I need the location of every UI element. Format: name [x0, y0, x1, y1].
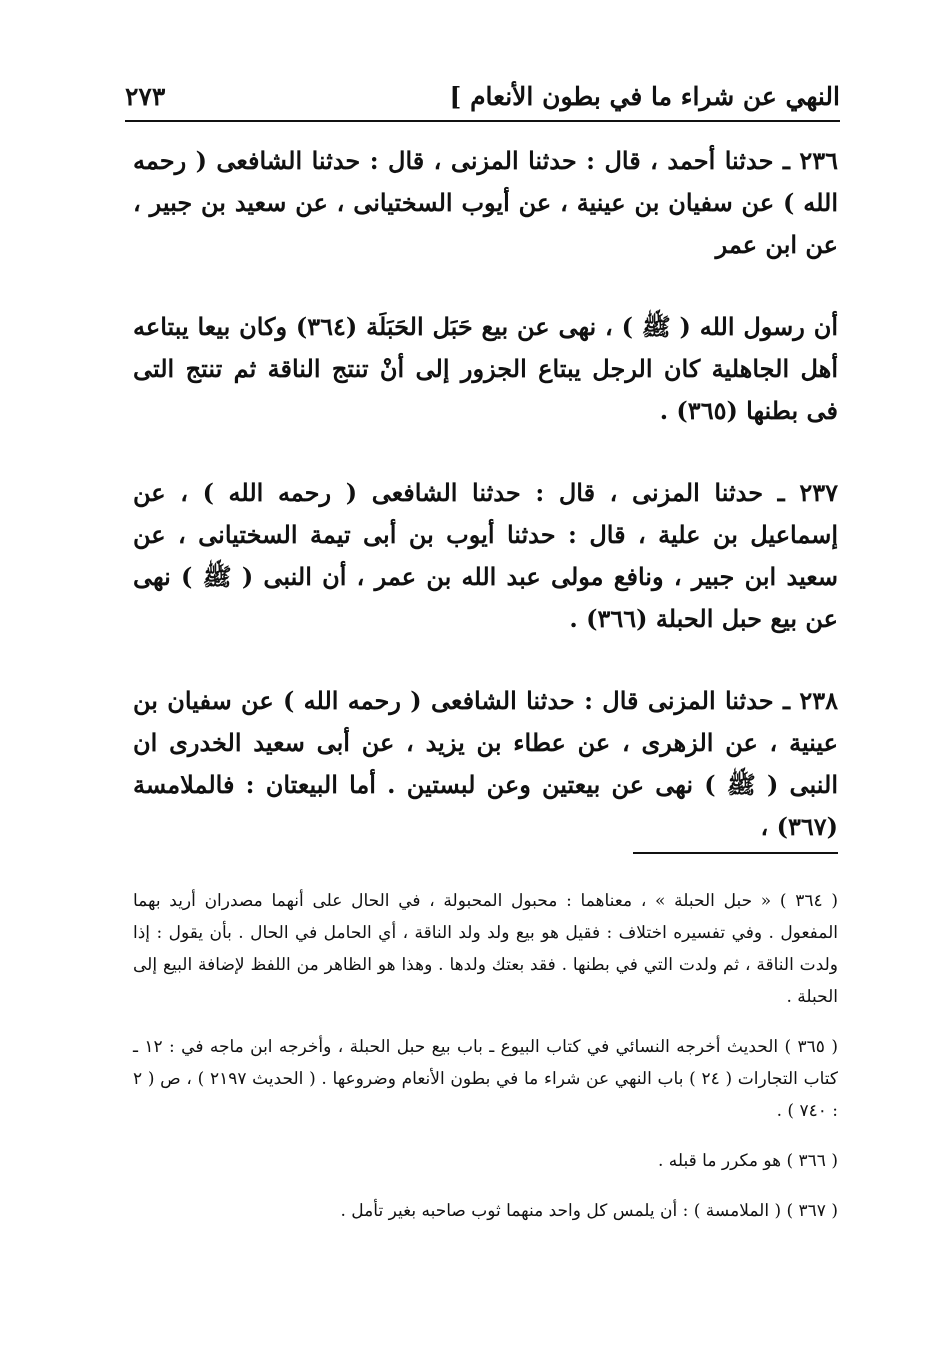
footnote-separator [633, 852, 838, 854]
main-text [133, 140, 838, 882]
footnote-364: ( ٣٦٤ ) « حبل الحبلة » ، معناهما : محبول المحبولة ، في الحال على أنهما مصدران أريد بهما المفعول . وفي تفسيره اختلاف : فقيل هو بيع ولد ولد الناقة ، أي الحامل في الحال . بأن يقول : إذا ولدت الناقة ، ثم ولدت التي في بطنها . فقد بعتك ولدها . وهذا هو الظاهر من اللفظ لإضافة البيع إلى الحبلة . [133, 891, 838, 1007]
hadith-237: ٢٣٧ ـ حدثنا المزنى ، قال : حدثنا الشافعى ( رحمه الله ) ، عن إسماعيل بن علية ، قال : حدثنا أيوب بن أبى تيمة السختيانى ، عن سعيد ابن جبير ، ونافع مولى عبد الله بن عمر ، أن النبى ( ﷺ ) نهى عن بيع حبل الحبلة (٣٦٦) . [133, 478, 838, 633]
hadith-236: ٢٣٦ ـ حدثنا أحمد ، قال : حدثنا المزنى ، قال : حدثنا الشافعى ( رحمه الله ) عن سفيان بن عينية ، عن أيوب السختيانى ، عن سعيد بن جبير ، عن ابن عمر [133, 146, 838, 259]
page-header [125, 82, 840, 124]
footnote-365: ( ٣٦٥ ) الحديث أخرجه النسائي في كتاب البيوع ـ باب بيع حبل الحبلة ، وأخرجه ابن ماجه في : ١٢ ـ كتاب التجارات ( ٢٤ ) باب النهي عن شراء ما في بطون الأنعام وضروعها . ( الحديث ٢١٩٧ ) ، ص ( ٢ : ٧٤٠ ) . [133, 1037, 839, 1121]
hadith-238: ٢٣٨ ـ حدثنا المزنى قال : حدثنا الشافعى ( رحمه الله ) عن سفيان بن عينية ، عن الزهرى ، عن عطاء بن يزيد ، عن أبى سعيد الخدرى ان النبى ( ﷺ ) نهى عن بيعتين وعن لبستين . أما البيعتان : فالملامسة (٣٦٧) ، [133, 686, 838, 841]
running-title: النهي عن شراء ما في بطون الأنعام ] [449, 82, 840, 111]
header-rule [125, 120, 840, 122]
hadith-236-matn: أن رسول الله ( ﷺ ) ، نهى عن بيع حَبَل الحَبَلَة (٣٦٤) وكان بيعا يبتاعه أهل الجاهلية كان الرجل يبتاع الجزور إلى أنْ تنتج الناقة ثم تنتج التى فى بطنها (٣٦٥) . [133, 312, 838, 425]
footnote-366: ( ٣٦٦ ) هو مكرر ما قبله . [657, 1151, 838, 1171]
footnotes [133, 885, 838, 1245]
footnote-367: ( ٣٦٧ ) ( الملامسة ) : أن يلمس كل واحد منهما ثوب صاحبه بغير تأمل . [340, 1201, 838, 1221]
page-number: ٢٧٣ [125, 82, 166, 111]
